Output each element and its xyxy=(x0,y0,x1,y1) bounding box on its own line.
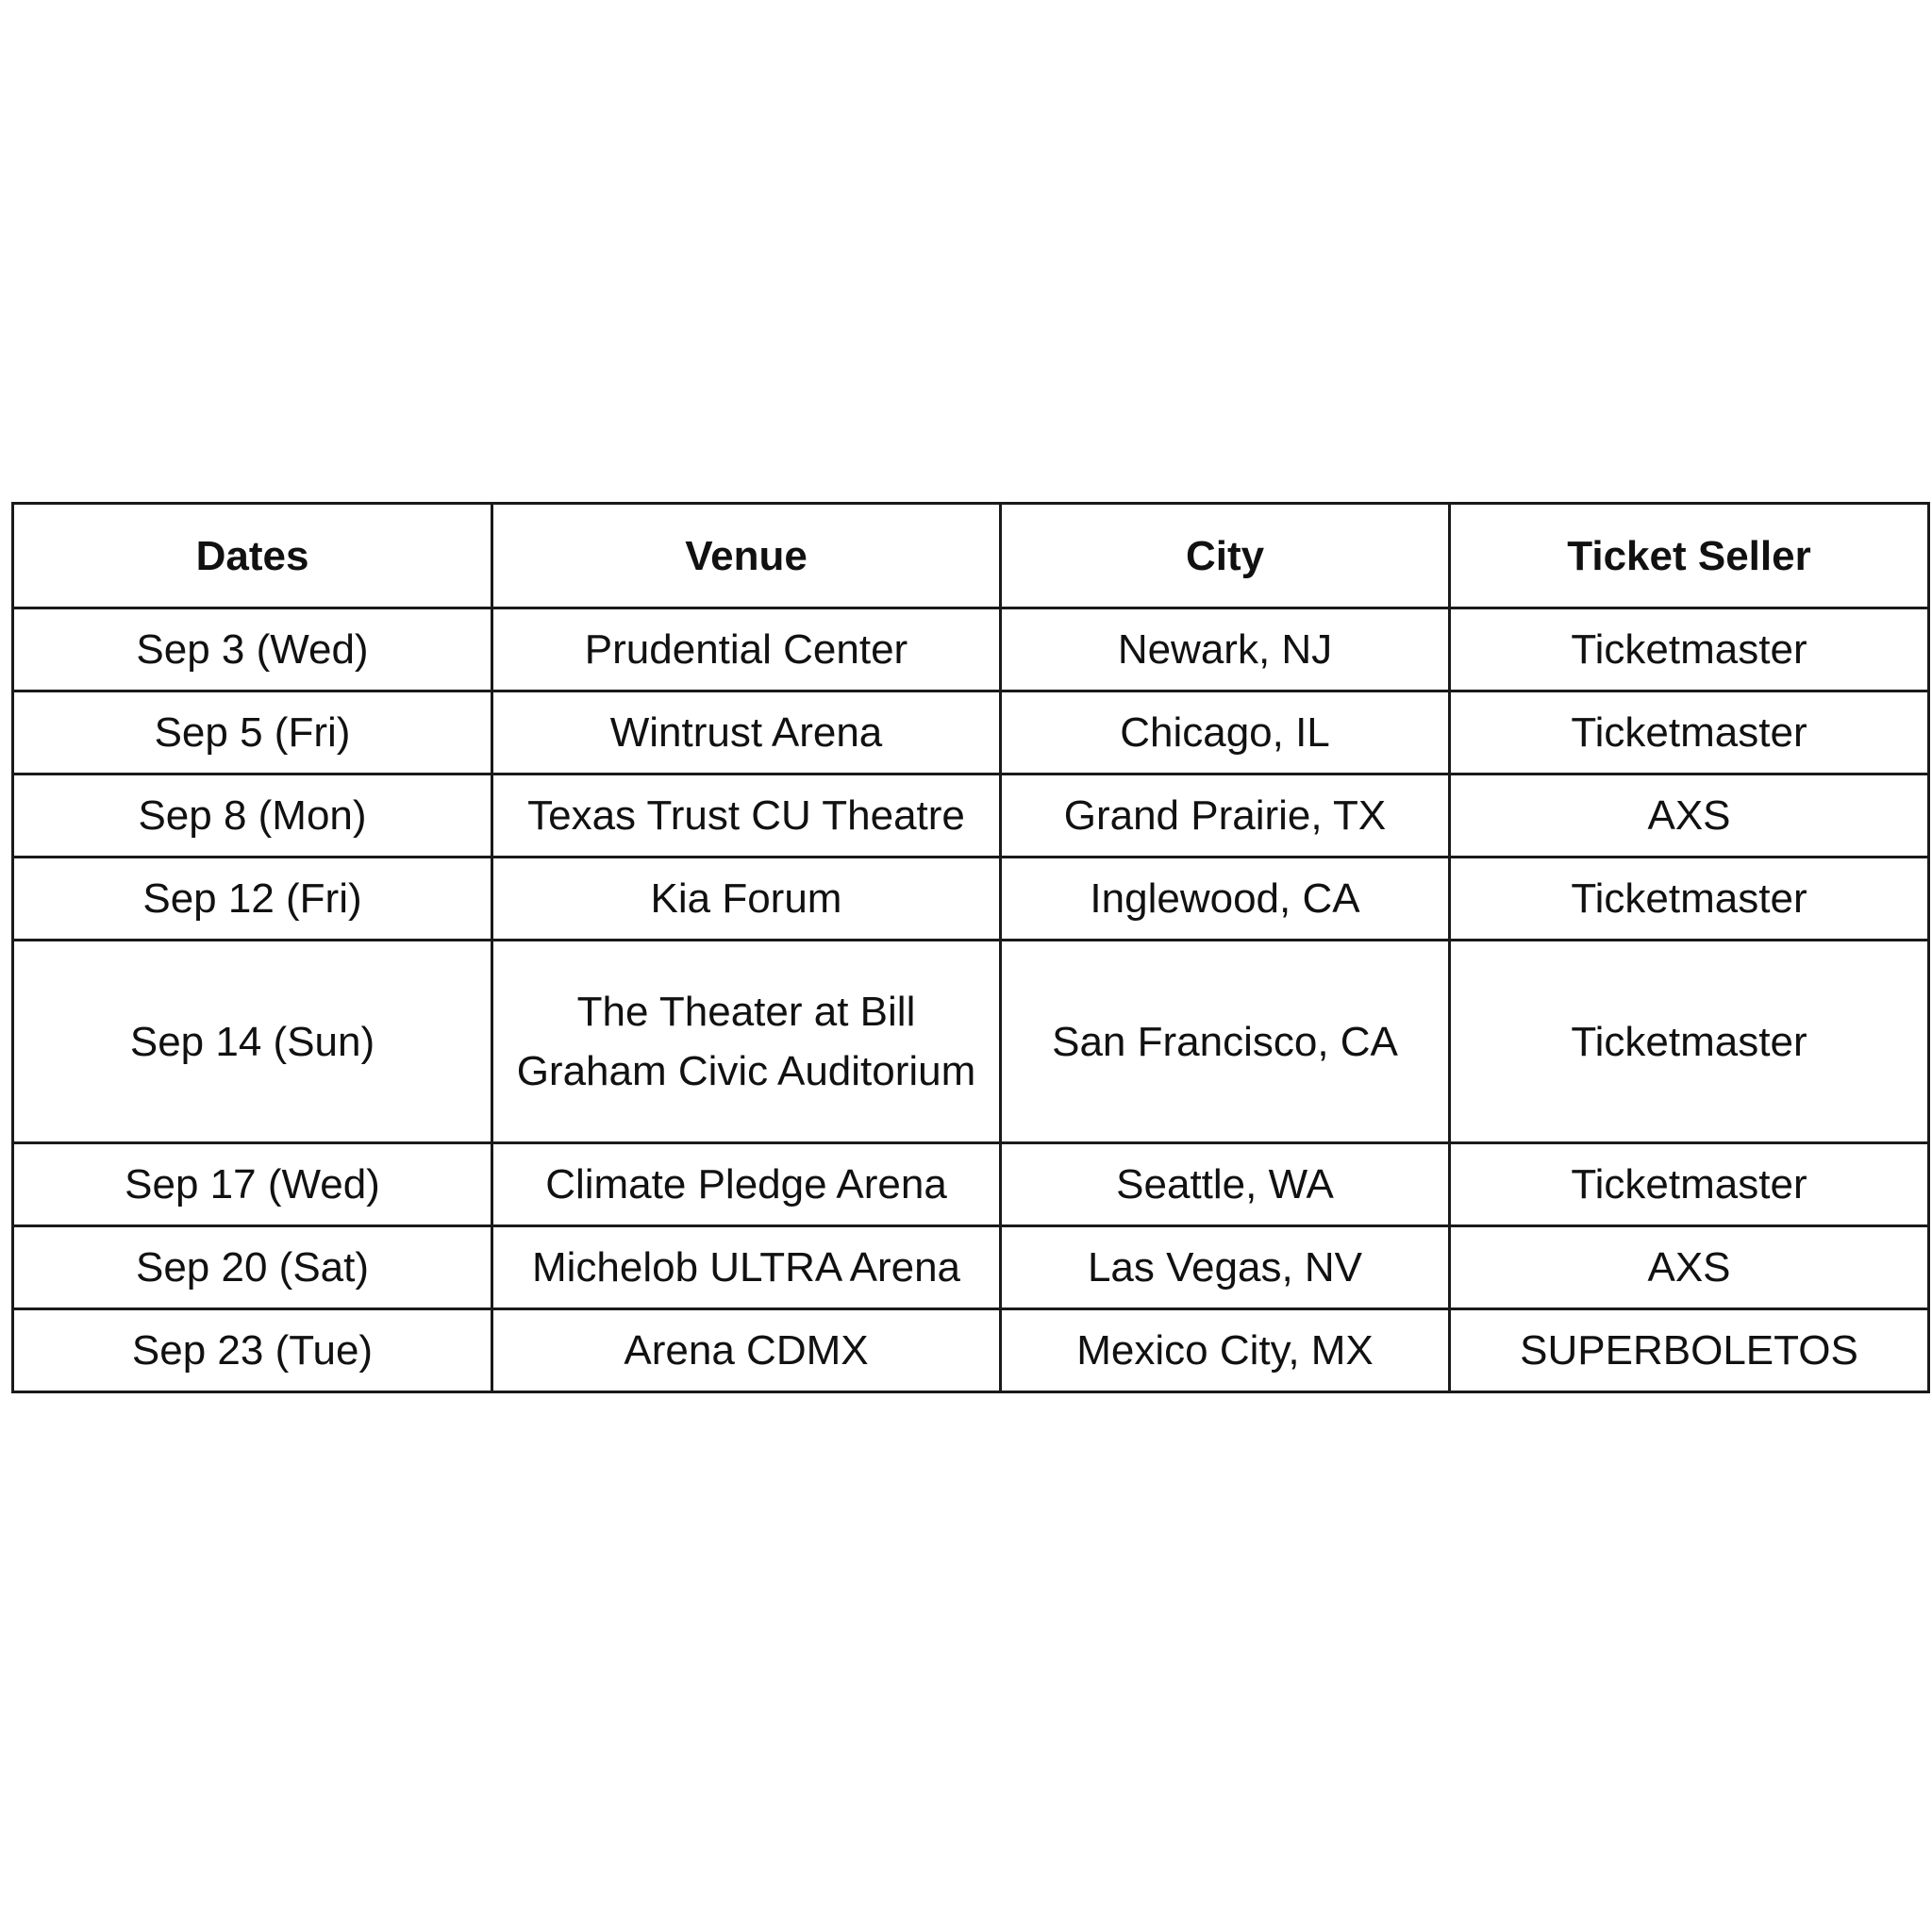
cell-seller: AXS xyxy=(1450,774,1929,858)
table-header-row xyxy=(13,504,1929,608)
cell-seller: Ticketmaster xyxy=(1450,1143,1929,1226)
cell-venue: The Theater at Bill Graham Civic Auditorium xyxy=(492,941,1001,1143)
cell-date: Sep 8 (Mon) xyxy=(13,774,492,858)
cell-venue: Prudential Center xyxy=(492,608,1001,691)
cell-seller: Ticketmaster xyxy=(1450,941,1929,1143)
cell-venue: Arena CDMX xyxy=(492,1309,1001,1392)
cell-venue: Climate Pledge Arena xyxy=(492,1143,1001,1226)
cell-city: Mexico City, MX xyxy=(1001,1309,1450,1392)
header-city: City xyxy=(1001,504,1450,608)
cell-date: Sep 20 (Sat) xyxy=(13,1226,492,1309)
header-ticket-seller: Ticket Seller xyxy=(1450,504,1929,608)
cell-date: Sep 12 (Fri) xyxy=(13,858,492,941)
header-dates: Dates xyxy=(13,504,492,608)
table-row xyxy=(13,1309,1929,1392)
tour-schedule-table xyxy=(11,502,1930,1393)
table-row xyxy=(13,774,1929,858)
table-row xyxy=(13,608,1929,691)
cell-date: Sep 23 (Tue) xyxy=(13,1309,492,1392)
header-venue: Venue xyxy=(492,504,1001,608)
cell-seller: Ticketmaster xyxy=(1450,608,1929,691)
cell-venue: Wintrust Arena xyxy=(492,691,1001,774)
cell-venue: Kia Forum xyxy=(492,858,1001,941)
cell-seller: Ticketmaster xyxy=(1450,691,1929,774)
table-row xyxy=(13,941,1929,1143)
cell-city: Grand Prairie, TX xyxy=(1001,774,1450,858)
cell-seller: SUPERBOLETOS xyxy=(1450,1309,1929,1392)
cell-city: Inglewood, CA xyxy=(1001,858,1450,941)
cell-city: Seattle, WA xyxy=(1001,1143,1450,1226)
cell-date: Sep 5 (Fri) xyxy=(13,691,492,774)
table-row xyxy=(13,1226,1929,1309)
cell-city: San Francisco, CA xyxy=(1001,941,1450,1143)
cell-city: Newark, NJ xyxy=(1001,608,1450,691)
cell-city: Chicago, IL xyxy=(1001,691,1450,774)
cell-venue: Texas Trust CU Theatre xyxy=(492,774,1001,858)
cell-date: Sep 3 (Wed) xyxy=(13,608,492,691)
cell-venue: Michelob ULTRA Arena xyxy=(492,1226,1001,1309)
cell-date: Sep 14 (Sun) xyxy=(13,941,492,1143)
table-row xyxy=(13,691,1929,774)
cell-seller: AXS xyxy=(1450,1226,1929,1309)
table-row xyxy=(13,1143,1929,1226)
cell-seller: Ticketmaster xyxy=(1450,858,1929,941)
cell-date: Sep 17 (Wed) xyxy=(13,1143,492,1226)
cell-city: Las Vegas, NV xyxy=(1001,1226,1450,1309)
table-row xyxy=(13,858,1929,941)
